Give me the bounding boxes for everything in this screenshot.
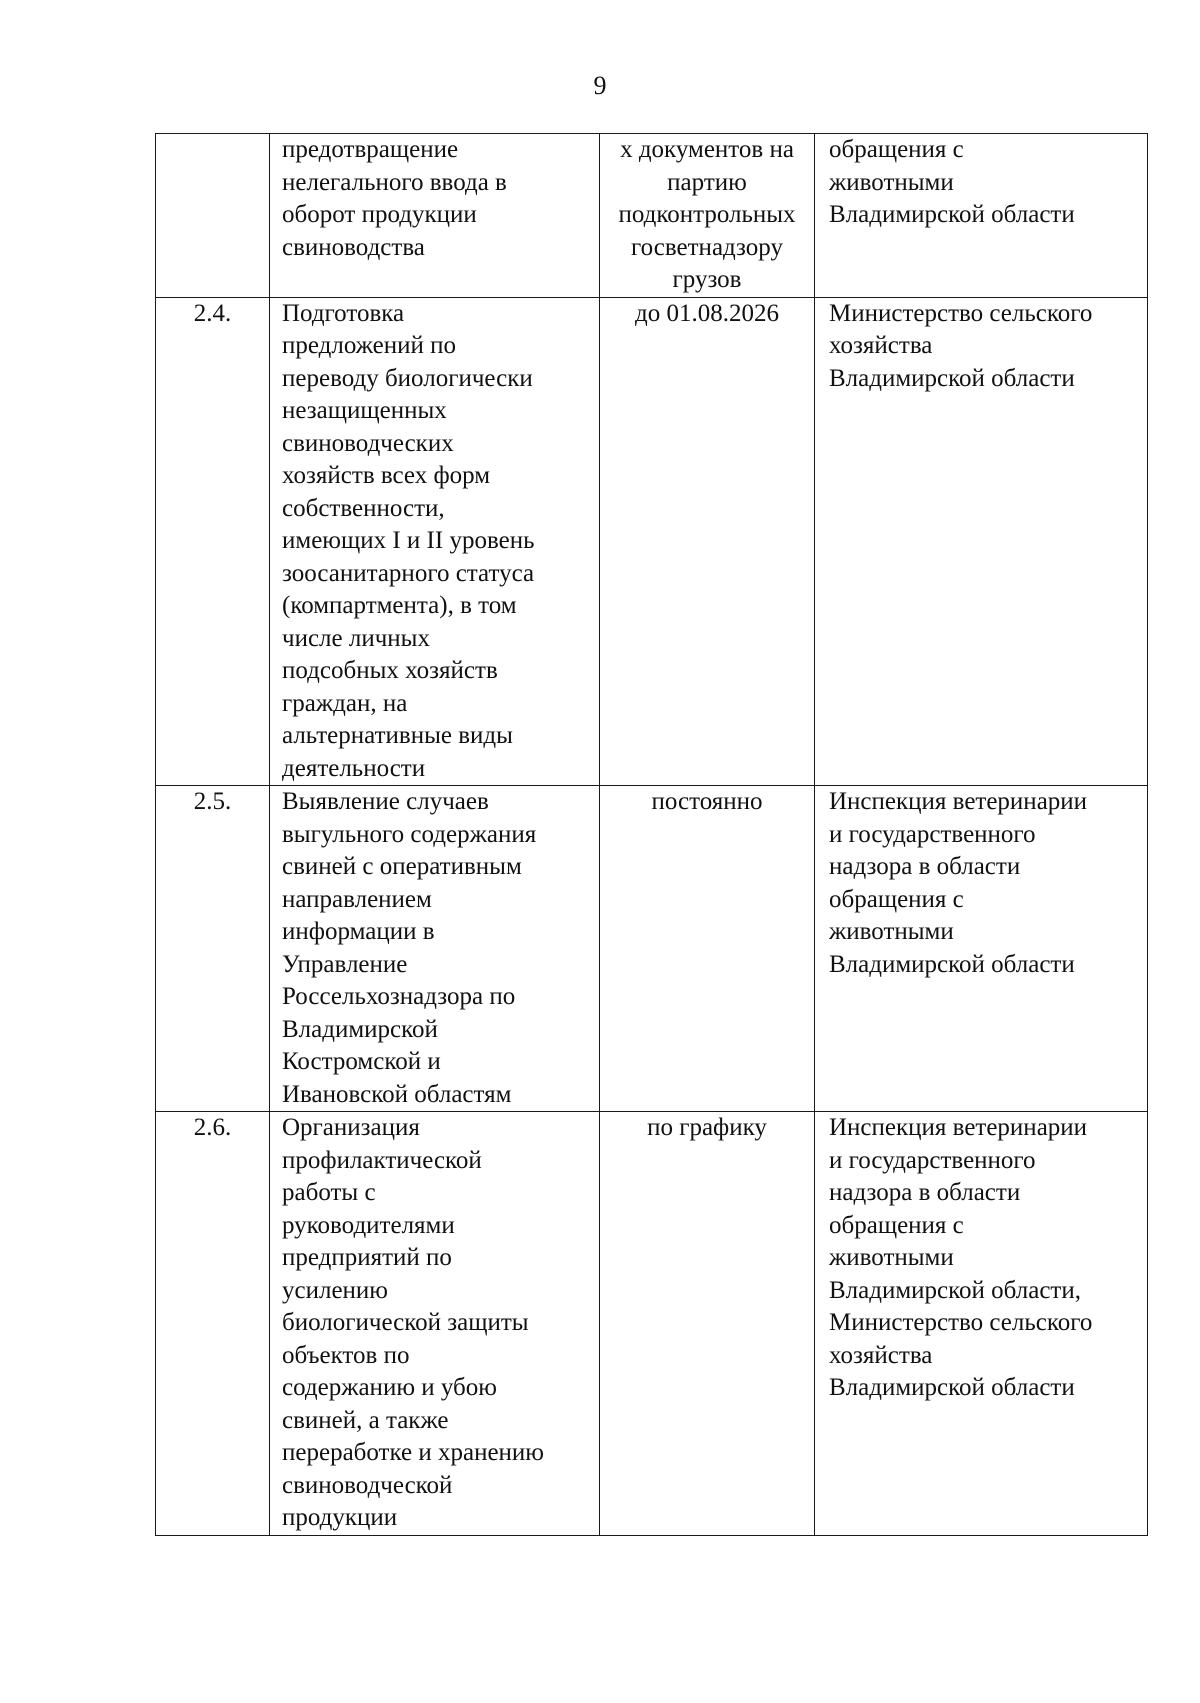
row-number-cell: 2.5. <box>156 786 270 1112</box>
row-number-cell: 2.4. <box>156 297 270 786</box>
deadline-cell: по графику <box>600 1112 815 1536</box>
row-number-cell <box>156 134 270 298</box>
responsible-cell: Инспекция ветеринарии и государственного надзора в области обращения с животными Владимирской области, Министерство сельского хозяйства Владимирской области <box>815 1112 1148 1536</box>
table-row <box>156 134 1148 298</box>
action-cell: Выявление случаев выгульного содержания свиней с оперативным направлением информации в Управление Россельхознадзора по Владимирской Костромской и Ивановской областям <box>270 786 600 1112</box>
action-cell: предотвращение нелегального ввода в оборот продукции свиноводства <box>270 134 600 298</box>
deadline-cell: х документов на партию подконтрольных госветнадзору грузов <box>600 134 815 298</box>
table-row <box>156 1112 1148 1536</box>
table-row <box>156 786 1148 1112</box>
action-cell: Подготовка предложений по переводу биологически незащищенных свиноводческих хозяйств всех форм собственности, имеющих I и II уровень зоосанитарного статуса (компартмента), в том числе личных подсобных хозяйств граждан, на альтернативные виды деятельности <box>270 297 600 786</box>
page-number: 9 <box>593 71 607 100</box>
deadline-cell: постоянно <box>600 786 815 1112</box>
action-cell: Организация профилактической работы с руководителями предприятий по усилению биологической защиты объектов по содержанию и убою свиней, а также переработке и хранению свиноводческой продукции <box>270 1112 600 1536</box>
responsible-cell: Инспекция ветеринарии и государственного надзора в области обращения с животными Владимирской области <box>815 786 1148 1112</box>
deadline-cell: до 01.08.2026 <box>600 297 815 786</box>
action-plan-table <box>155 133 1148 1536</box>
responsible-cell: Министерство сельского хозяйства Владимирской области <box>815 297 1148 786</box>
responsible-cell: обращения с животными Владимирской области <box>815 134 1148 298</box>
row-number-cell: 2.6. <box>156 1112 270 1536</box>
table-row <box>156 297 1148 786</box>
